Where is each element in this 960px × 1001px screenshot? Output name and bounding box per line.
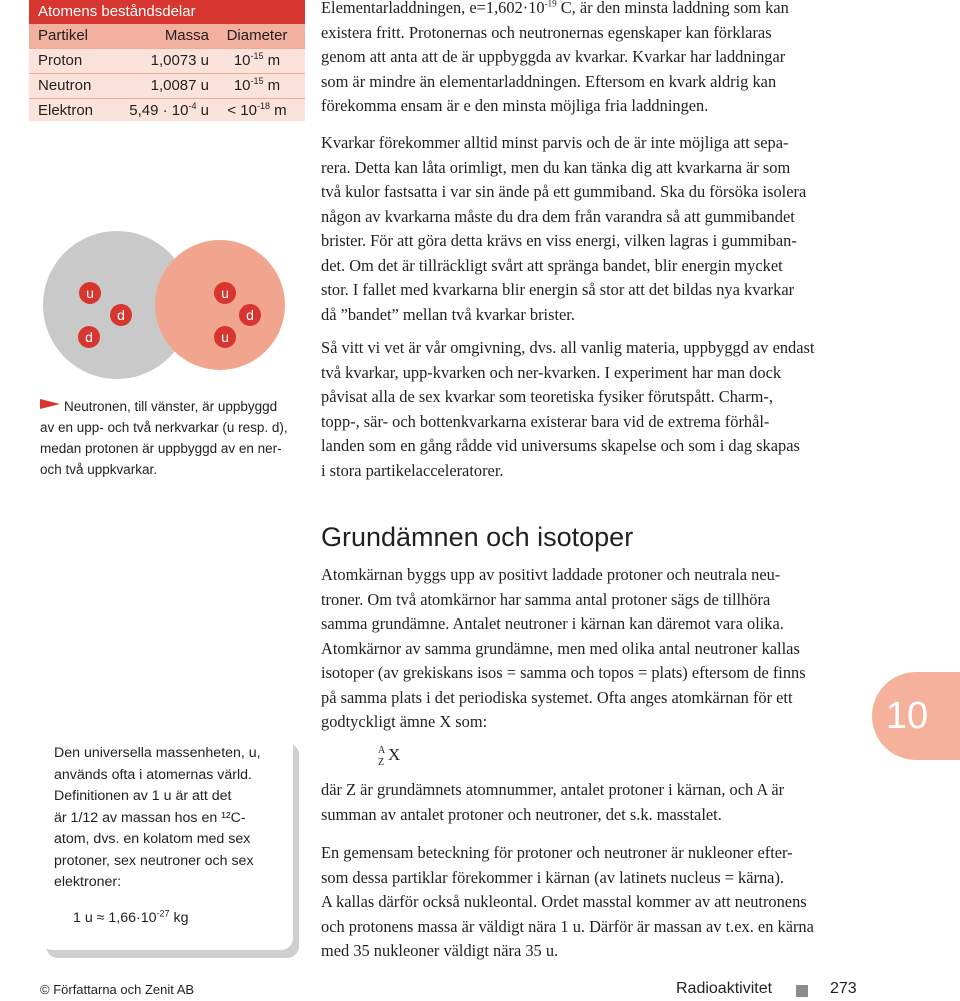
table-cell-part: 10 (233, 52, 251, 69)
info-box (40, 735, 293, 950)
quark-label: d (85, 329, 93, 345)
text-part: C, är den minsta laddning som kan (556, 0, 789, 17)
quark-label: u (221, 285, 229, 301)
text-line: någon av kvarkarna måste du dra dem från varandra så att gummibandet (321, 206, 795, 226)
header-mass: Massa (164, 27, 209, 44)
table-cell-unit: m (263, 77, 281, 94)
table-cell-part: 5,49 · 10 (129, 102, 189, 119)
proton-circle (155, 240, 285, 370)
table-cell-part: < 10 (227, 102, 257, 119)
text-line: topp-, sär- och bottenkvarkarna existerar bara vid de extrema förhål- (321, 411, 770, 431)
text-line: A kallas därför också nukleontal. Ordet masstal kommer av att neutronens (321, 892, 807, 911)
table-cell-exp: -4 (188, 101, 197, 111)
text-line: En gemensam beteckning för protoner och neutroner är nukleoner efter- (321, 843, 793, 862)
caption-line: medan protonen är uppbyggd av en ner- (40, 441, 282, 456)
text-line: samma grundämne. Antalet neutroner i kärnan kan däremot vara olika. (321, 614, 784, 633)
quark-label: u (221, 329, 229, 345)
text-line: påvisat alla de sex kvarkar som teoretiska fysiker förutspått. Charm-, (321, 387, 773, 406)
text-line: summan av antalet protoner och neutroner, det s.k. masstalet. (321, 804, 722, 824)
table-cell-exp: -15 (250, 51, 264, 61)
paragraph (321, 131, 858, 327)
text-line: Den universella massenheten, u, (54, 745, 261, 761)
text-line: används ofta i atomernas värld. (54, 766, 252, 783)
text-line: stor. I fallet med kvarkarna blir energin så stor att det bildas nya kvarkar (321, 280, 795, 299)
quark-diagram (40, 225, 290, 385)
paragraph (321, 336, 858, 483)
paragraph (321, 778, 858, 827)
text-line: rera. Detta kan låta orimligt, men du kan tänka dig att kvarkarna är som (321, 157, 791, 177)
text-line: i stora partikelacceleratorer. (321, 460, 504, 480)
text-line: Kvarkar förekommer alltid minst parvis och de är inte möjliga att sepa- (321, 133, 789, 152)
text-line: Atomkärnan byggs upp av positivt laddade protoner och neutrala neu- (321, 565, 781, 584)
quark-label: u (86, 285, 94, 301)
footer-square-icon (796, 985, 808, 997)
table-cell-part: 10 (233, 77, 251, 94)
caption-line: och två uppkvarkar. (40, 462, 158, 477)
text-line: troner. Om två atomkärnor har samma antal protoner sägs de tillhöra (321, 589, 771, 609)
particle-table (29, 0, 305, 121)
text-line: brister. För att göra detta krävs en viss energi, vilken lagras i gummiban- (321, 231, 797, 250)
text-line: atom, dvs. en kolatom med sex (54, 831, 251, 847)
mass-number-symbol: A (378, 745, 386, 756)
text-line: Atomkärnor av samma grundämne, men med olika antal neutroner kallas (321, 638, 800, 658)
table-cell: Proton (38, 52, 83, 69)
table-cell: Neutron (38, 77, 92, 94)
table-title: Atomens beståndsdelar (29, 0, 305, 24)
header-particle: Partikel (38, 27, 89, 44)
paragraph (321, 841, 858, 964)
table-cell: Elektron (38, 102, 94, 119)
text-line: då ”bandet” mellan två kvarkar brister. (321, 304, 575, 324)
paragraph (321, 563, 858, 735)
figure-caption (40, 396, 290, 480)
text-line: två kulor fastsatta i var sin ände på ett gummiband. Ska du försöka isolera (321, 182, 807, 201)
text-line: förekomma ensam är e den minsta möjliga fria laddningen. (321, 96, 709, 115)
text-part: Elementarladdningen, e=1,602·10 (321, 0, 545, 17)
text-line: elektroner: (54, 874, 122, 890)
table-cell (217, 49, 297, 73)
section-heading: Grundämnen och isotoper (321, 522, 634, 552)
footer-section-title: Radioaktivitet (676, 980, 773, 997)
text-line: Definitionen av 1 u är att det (54, 788, 232, 804)
text-line: två kvarkar, upp-kvarken och ner-kvarken. I experiment har man dock (321, 362, 782, 382)
table-cell-exp: -15 (250, 76, 264, 86)
table-row (29, 98, 305, 123)
page-number: 273 (830, 980, 857, 997)
header-diameter: Diameter (226, 27, 288, 44)
text-line: det. Om det är tillräckligt svårt att spränga bandet, blir energin mycket (321, 255, 783, 275)
table-cell (113, 99, 209, 123)
table-cell (217, 74, 297, 98)
chapter-tab (872, 672, 960, 760)
text-line: är 1/12 av massan hos en ¹²C- (54, 809, 246, 826)
paragraph (321, 0, 858, 119)
text-line: protoner, sex neutroner och sex (54, 852, 254, 869)
mass-unit-formula (73, 910, 188, 926)
table-row (29, 73, 305, 98)
text-line: på samma plats i det periodiska systemet. Ofta anges atomkärnan för ett (321, 687, 793, 707)
quark-label: d (117, 307, 125, 323)
chapter-number: 10 (885, 695, 929, 737)
text-line (321, 0, 858, 21)
formula-unit: kg (169, 910, 189, 926)
table-cell-exp: -18 (256, 101, 270, 111)
text-line: godtyckligt ämne X som: (321, 712, 488, 731)
text-line: där Z är grundämnets atomnummer, antalet protoner i kärnan, och A är (321, 780, 785, 799)
footer-copyright: © Författarna och Zenit AB (40, 982, 195, 997)
table-cell (217, 99, 297, 123)
caption-line: Neutronen, till vänster, är uppbyggd (64, 399, 278, 414)
caption-line: av en upp- och två nerkvarkar (u resp. d), (40, 420, 288, 435)
table-cell: 1,0073 u (150, 52, 209, 69)
element-symbol: X (388, 745, 401, 764)
table-cell-unit: m (263, 52, 281, 69)
formula-part: 1 u ≈ 1,66·10 (73, 910, 157, 926)
text-line: isotoper (av grekiskans isos = samma och topos = plats) eftersom de finns (321, 663, 806, 682)
text-line: som dessa partiklar förekommer i kärnan (av latinets nucleus = kärna). (321, 867, 785, 887)
text-line: genom att anta att de är uppbyggda av kvarkar. Kvarkar har laddningar (321, 47, 786, 66)
quark-label: d (246, 307, 254, 323)
table-cell-unit: u (196, 102, 209, 119)
table-cell: 1,0087 u (150, 77, 209, 94)
text-line: existera fritt. Protonernas och neutronernas egenskaper kan förklaras (321, 22, 772, 42)
text-line: med 35 nukleoner väldigt nära 35 u. (321, 941, 559, 960)
atomic-number-symbol: Z (378, 757, 385, 768)
table-cell-unit: m (269, 102, 287, 119)
info-box-text (54, 743, 282, 894)
text-line: Så vitt vi vet är vår omgivning, dvs. all vanlig materia, uppbyggd av endast (321, 338, 815, 357)
text-line: och protonens massa är väldigt nära 1 u. Därför är massan av t.ex. en kärna (321, 916, 814, 936)
table-header-row (29, 24, 305, 48)
text-exp: -19 (544, 0, 557, 9)
text-line: landen som en gång rådde vid universums skapelse och som i dag skapas (321, 436, 800, 455)
table-row (29, 48, 305, 73)
formula-exp: -27 (156, 908, 170, 919)
text-line: som är mindre än elementarladdningen. Eftersom en kvark aldrig kan (321, 71, 777, 91)
